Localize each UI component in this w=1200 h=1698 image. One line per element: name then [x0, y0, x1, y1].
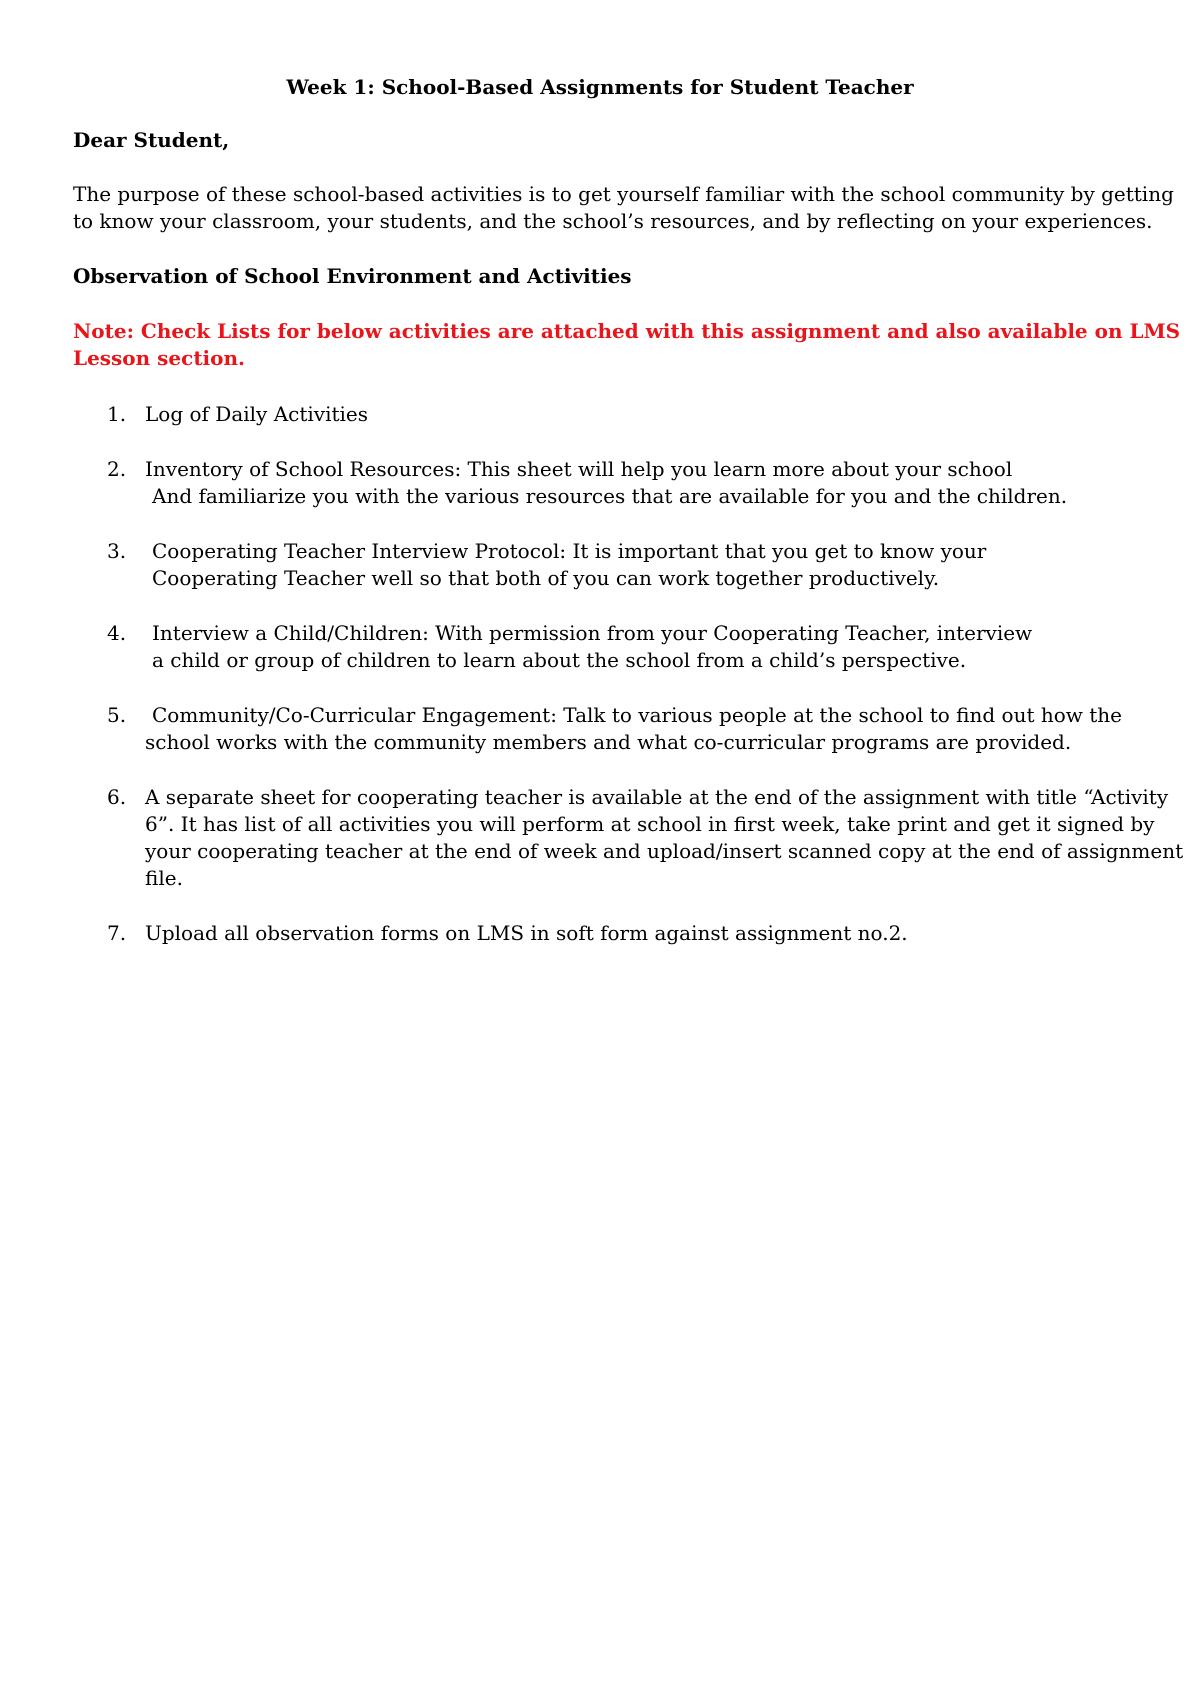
list-item-text: Inventory of School Resources: This sheet will help you learn more about your school [145, 457, 1013, 481]
note-line: Note: Check Lists for below activities are attached with this assignment and also available on LMS [73, 319, 1181, 343]
list-item [73, 920, 1143, 947]
list-item-text: file. [145, 866, 183, 890]
intro-line: The purpose of these school-based activities is to get yourself familiar with the school community by getting [73, 182, 1174, 206]
list-item-text: a child or group of children to learn about the school from a child’s perspective. [152, 648, 967, 672]
list-item-text: your cooperating teacher at the end of week and upload/insert scanned copy at the end of assignment [145, 839, 1184, 863]
salutation: Dear Student, [73, 128, 230, 152]
list-item [73, 702, 1143, 756]
activity-list [73, 401, 1184, 975]
list-item-text: Interview a Child/Children: With permission from your Cooperating Teacher, interview [152, 621, 1033, 645]
list-item-number: 4. [107, 621, 127, 645]
note-line: Lesson section. [73, 346, 245, 370]
list-item-text: A separate sheet for cooperating teacher is available at the end of the assignment with title “Activity [145, 785, 1169, 809]
list-item-text: Log of Daily Activities [145, 402, 368, 426]
list-item-text: Upload all observation forms on LMS in soft form against assignment no.2. [145, 921, 908, 945]
list-item-number: 7. [107, 921, 127, 945]
section-heading: Observation of School Environment and Activities [73, 264, 632, 288]
list-item-text: Cooperating Teacher Interview Protocol: It is important that you get to know your [152, 539, 987, 563]
list-item-number: 3. [107, 539, 127, 563]
list-item [73, 401, 1143, 428]
list-item-number: 1. [107, 402, 127, 426]
list-item [73, 620, 1143, 674]
list-item-number: 2. [107, 457, 127, 481]
list-item-text: school works with the community members and what co-curricular programs are provided. [145, 730, 1072, 754]
list-item-text: Community/Co-Curricular Engagement: Talk to various people at the school to find out how the [152, 703, 1122, 727]
list-item [73, 456, 1143, 510]
list-item [73, 784, 1184, 892]
list-item-text: Cooperating Teacher well so that both of you can work together productively. [152, 566, 940, 590]
intro-line: to know your classroom, your students, and the school’s resources, and by reflecting on your experiences. [73, 209, 1153, 233]
document-title: Week 1: School-Based Assignments for Student Teacher [286, 75, 914, 99]
list-item [73, 538, 1143, 592]
list-item-text: 6”. It has list of all activities you will perform at school in first week, take print and get it signed by [145, 812, 1155, 836]
intro-paragraph [73, 181, 1174, 235]
list-item-number: 5. [107, 703, 127, 727]
list-item-number: 6. [107, 785, 127, 809]
note-paragraph [73, 318, 1181, 372]
list-item-text: And familiarize you with the various resources that are available for you and the children. [152, 484, 1068, 508]
